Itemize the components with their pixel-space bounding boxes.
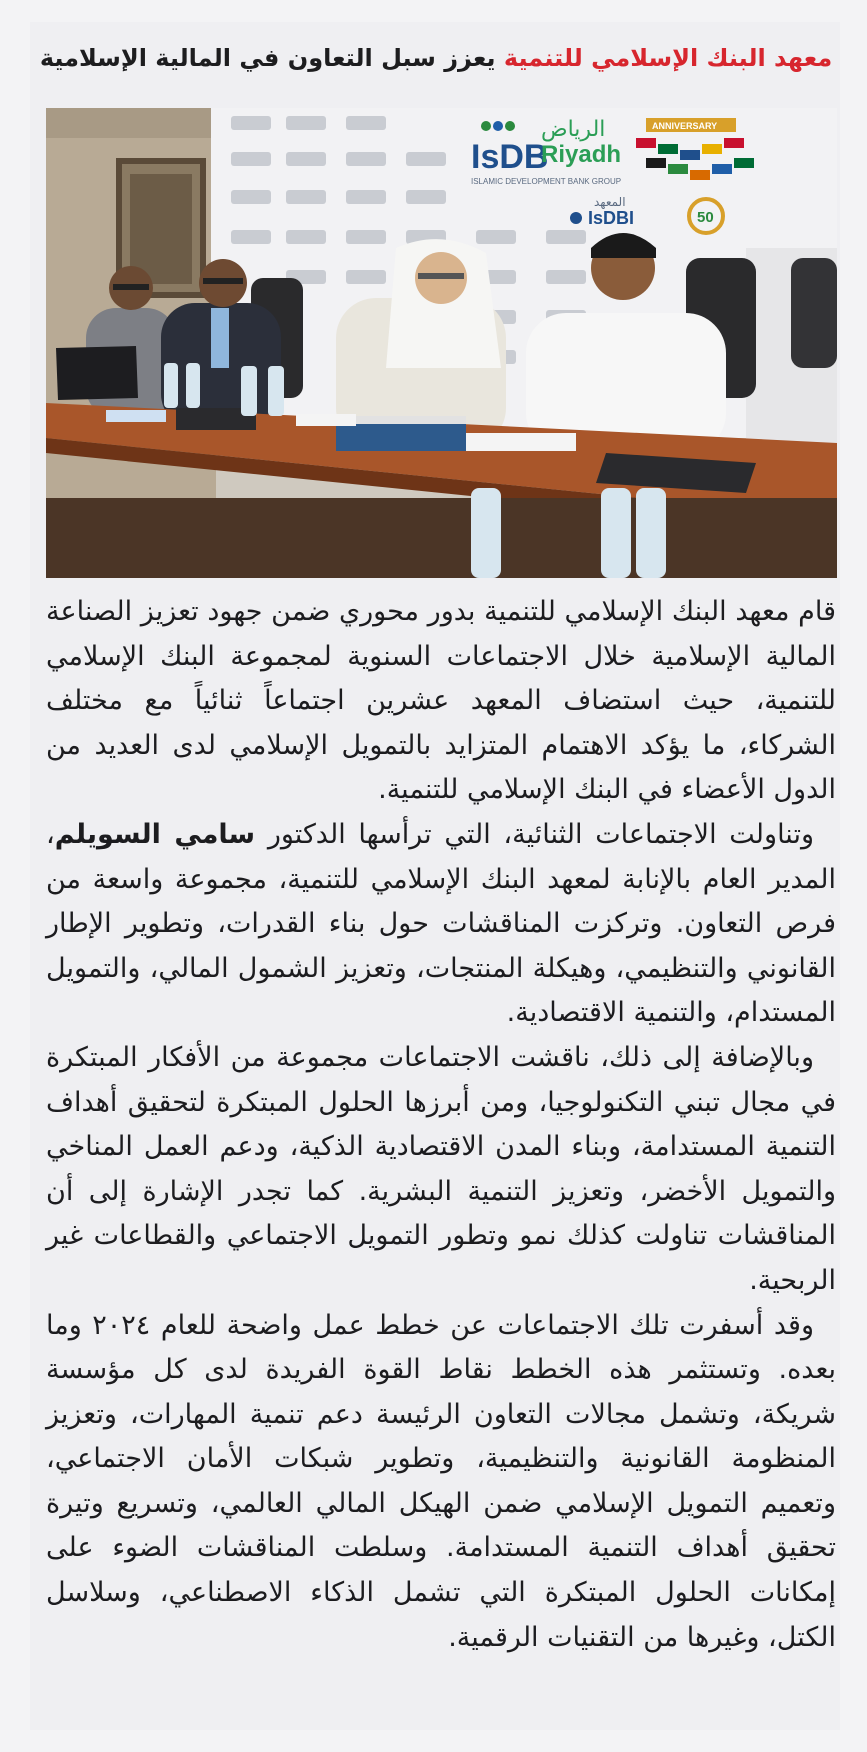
article-paragraph-1: قام معهد البنك الإسلامي للتنمية بدور محوري ضمن جهود تعزيز الصناعة المالية الإسلامية خلال الاجتماعات السنوية لمجموعة البنك الإسلامي للتنمية، حيث استضاف المعهد عشرين اجتماعاً ثنائياً مع مختلف الشركاء، ما يؤكد الاهتمام المتزايد بالتمويل الإسلامي لدى العديد من الدول الأعضاء في البنك الإسلامي للتنمية. — [46, 596, 836, 806]
isdb-group-caption: ISLAMIC DEVELOPMENT BANK GROUP — [471, 177, 622, 186]
headline-red-part: معهد البنك الإسلامي للتنمية — [503, 44, 833, 72]
article-body — [46, 590, 836, 1660]
meeting-photo — [46, 108, 837, 578]
isdb-logo-text: IsDB — [471, 138, 549, 176]
headline-dark-part: يعزز سبل التعاون في المالية الإسلامية — [39, 44, 496, 72]
isdbi-logo-arabic: المعهد — [594, 195, 626, 209]
paragraph-2-intro: وتناولت الاجتماعات الثنائية، التي ترأسها الدكتور — [255, 818, 814, 850]
riyadh-logo-text: Riyadh — [541, 141, 622, 168]
isdbi-logo-text: IsDBI — [588, 208, 635, 228]
director-name: سامي السويلم — [54, 818, 256, 850]
riyadh-logo-arabic: الرياض — [541, 117, 606, 142]
article-paragraph-2 — [46, 813, 836, 1036]
article-paragraph-3: وبالإضافة إلى ذلك، ناقشت الاجتماعات مجموعة من الأفكار المبتكرة في مجال تبني التكنولوجيا، ومن أبرزها الحلول المبتكرة لتحقيق أهداف التنمية المستدامة، وبناء المدن الاقتصادية الذكية، ودعم العمل المناخي والتمويل الأخضر، وتعزيز التنمية البشرية. كما تجدر الإشارة إلى أن المناقشات تناولت كذلك نمو وتطور التمويل الاجتماعي والقطاعات غير الربحية. — [46, 1041, 836, 1296]
anniversary-badge-number: 50 — [697, 209, 714, 226]
anniversary-logo-text: ANNIVERSARY — [652, 121, 718, 131]
paragraph-2-rest: ، المدير العام بالإنابة لمعهد البنك الإسلامي للتنمية، مجموعة واسعة من فرص التعاون. وتركزت المناقشات حول بناء القدرات، وتطوير الإطار القانوني والتنظيمي، وهيكلة المنتجات، وتعزيز الشمول المالي، والتمويل المستدام، والتنمية الاقتصادية. — [46, 818, 836, 1029]
headline — [36, 30, 836, 86]
article-paragraph-4: وقد أسفرت تلك الاجتماعات عن خطط عمل واضحة للعام ٢٠٢٤ وما بعده. وتستثمر هذه الخطط نقاط القوة الفريدة لدى كل مؤسسة شريكة، وتشمل مجالات التعاون الرئيسة دعم تنمية المهارات، وتعزيز المنظومة القانونية والتنظيمية، وتطوير شبكات الأمان الاجتماعي، وتعميم التمويل الإسلامي ضمن الهيكل المالي العالمي، وتسريع وتيرة تحقيق أهداف التنمية المستدامة. وسلطت المناقشات الضوء على إمكانات الحلول المبتكرة التي تشمل الذكاء الاصطناعي، وسلاسل الكتل، وغيرها من التقنيات الرقمية. — [46, 1309, 836, 1653]
